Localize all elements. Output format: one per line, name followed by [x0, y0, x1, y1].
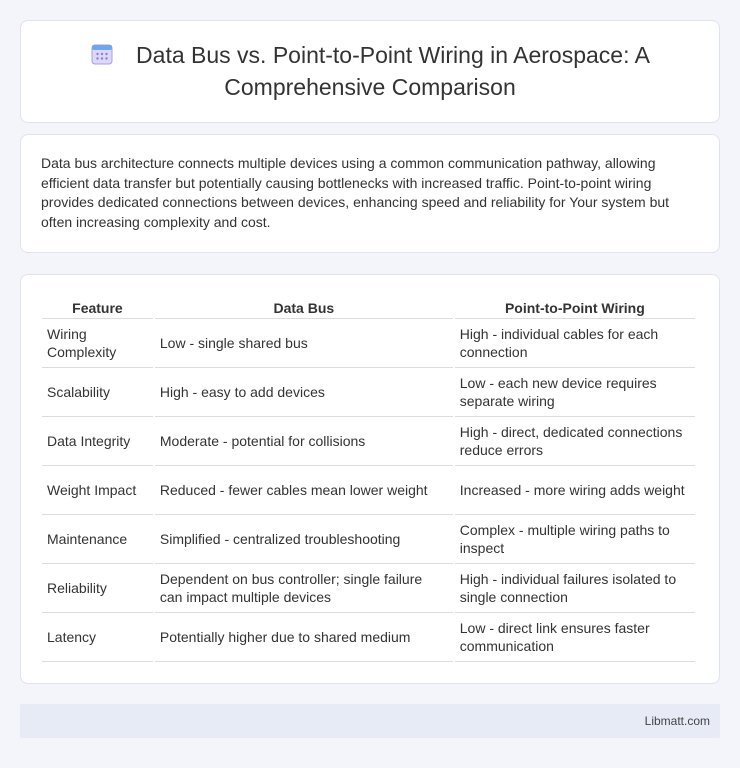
data-bus-cell: High - easy to add devices [155, 368, 453, 417]
feature-cell: Reliability [42, 564, 153, 613]
point-to-point-cell: High - direct, dedicated connections reduce errors [455, 417, 695, 466]
feature-cell: Scalability [42, 368, 153, 417]
feature-cell: Wiring Complexity [42, 319, 153, 368]
point-to-point-cell: Low - direct link ensures faster communication [455, 613, 695, 662]
data-bus-cell: Dependent on bus controller; single failure can impact multiple devices [155, 564, 453, 613]
comparison-table [40, 295, 697, 662]
table-row [42, 564, 695, 613]
feature-cell: Data Integrity [42, 417, 153, 466]
data-bus-cell: Reduced - fewer cables mean lower weight [155, 466, 453, 515]
column-header-point-to-point: Point-to-Point Wiring [455, 295, 695, 319]
footer [20, 704, 720, 738]
title-text: Data Bus vs. Point-to-Point Wiring in Aerospace: A Comprehensive Comparison [136, 42, 650, 100]
comparison-card [20, 274, 720, 684]
data-bus-cell: Potentially higher due to shared medium [155, 613, 453, 662]
page-title [61, 41, 679, 102]
table-row [42, 466, 695, 515]
table-row [42, 417, 695, 466]
table-row [42, 613, 695, 662]
column-header-data-bus: Data Bus [155, 295, 453, 319]
intro-card [20, 134, 720, 253]
feature-cell: Maintenance [42, 515, 153, 564]
title-card [20, 20, 720, 123]
table-row [42, 515, 695, 564]
point-to-point-cell: High - individual cables for each connection [455, 319, 695, 368]
table-row [42, 368, 695, 417]
data-bus-cell: Moderate - potential for collisions [155, 417, 453, 466]
footer-brand-link[interactable]: Libmatt.com [644, 714, 710, 728]
column-header-feature: Feature [42, 295, 153, 319]
intro-text: Data bus architecture connects multiple devices using a common communication pathway, allowing efficient data transfer but potentially causing bottlenecks with increased traffic. Point-to-point wiring provides dedicated connections between devices, enhancing speed and reliability for Your system but often increasing complexity and cost. [41, 155, 670, 230]
point-to-point-cell: High - individual failures isolated to single connection [455, 564, 695, 613]
table-row [42, 319, 695, 368]
data-bus-cell: Simplified - centralized troubleshooting [155, 515, 453, 564]
feature-cell: Weight Impact [42, 466, 153, 515]
feature-cell: Latency [42, 613, 153, 662]
point-to-point-cell: Increased - more wiring adds weight [455, 466, 695, 515]
calendar-icon [90, 42, 114, 73]
point-to-point-cell: Low - each new device requires separate wiring [455, 368, 695, 417]
table-header-row [42, 295, 695, 319]
data-bus-cell: Low - single shared bus [155, 319, 453, 368]
point-to-point-cell: Complex - multiple wiring paths to inspect [455, 515, 695, 564]
